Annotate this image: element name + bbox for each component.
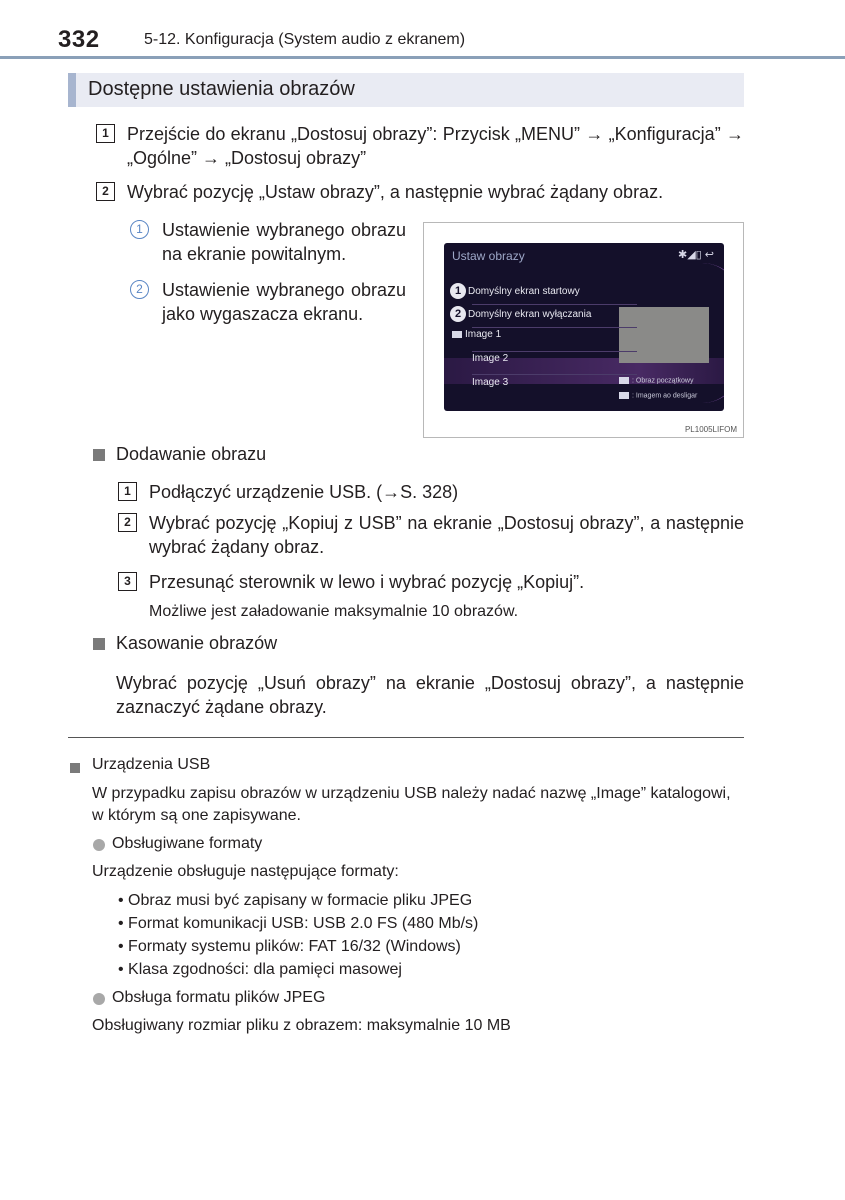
step-text-1: Przejście do ekranu „Dostosuj obrazy”: Przycisk „MENU” → „Konfiguracja” → „Ogólne” → „Dostosuj obrazy”	[127, 124, 744, 168]
usb-title: Urządzenia USB	[92, 756, 211, 773]
adding-step-text-2: Wybrać pozycję „Kopiuj z USB” na ekranie „Dostosuj obrazy”, a następnie wybrać żądany obraz.	[149, 513, 744, 557]
round-bullet	[93, 992, 105, 1010]
screen-title: Ustaw obrazy	[452, 249, 525, 263]
row-divider	[472, 374, 637, 375]
step-text-2: Wybrać pozycję „Ustaw obrazy”, a następnie wybrać żądany obraz.	[127, 182, 664, 202]
formats-title: Obsługiwane formaty	[112, 835, 263, 852]
screen-figure	[423, 222, 744, 438]
header-title: 5-12. Konfiguracja (System audio z ekranem)	[144, 31, 466, 48]
square-bullet	[93, 637, 105, 655]
circled-number-1: 1	[130, 220, 149, 239]
format-item-1: • Obraz musi być zapisany w formacie pliku JPEG	[118, 892, 473, 909]
note-text-2: Ustawienie wybranego obrazu jako wygaszacza ekranu.	[162, 280, 406, 324]
screen-item-image-3[interactable]: Image 3	[472, 377, 509, 388]
format-item-4: • Klasa zgodności: dla pamięci masowej	[118, 961, 402, 978]
legend-startup: : Obraz początkowy	[619, 377, 693, 384]
jpeg-title: Obsługa formatu plików JPEG	[112, 989, 326, 1006]
deleting-text: Wybrać pozycję „Usuń obrazy” na ekranie „Dostosuj obrazy”, a następnie zaznaczyć żądane obrazy.	[116, 673, 744, 717]
adding-note: Możliwe jest załadowanie maksymalnie 10 obrazów.	[149, 603, 519, 620]
round-bullet	[93, 838, 105, 856]
square-bullet	[93, 448, 105, 466]
section-title-bar	[68, 73, 744, 107]
adding-step-text-3: Przesunąć sterownik w lewo i wybrać pozycję „Kopiuj”.	[149, 572, 585, 592]
adding-step-number-2: 2	[118, 513, 137, 532]
screen-item-image-1[interactable]: Image 1	[452, 329, 637, 340]
step-number-2: 2	[96, 182, 115, 201]
legend-shutdown: : Imagem ao desligar	[619, 392, 697, 399]
status-icons: ✱◢▯ ↩	[677, 249, 714, 261]
adding-step-number-1: 1	[118, 482, 137, 501]
jpeg-text: Obsługiwany rozmiar pliku z obrazem: maksymalnie 10 MB	[92, 1017, 511, 1034]
usb-intro: W przypadku zapisu obrazów w urządzeniu USB należy nadać nazwę „Image” katalogowi, w którym są one zapisywane.	[92, 785, 731, 824]
row-divider	[472, 351, 637, 352]
adding-title: Dodawanie obrazu	[116, 444, 267, 464]
section-title: Dostępne ustawienia obrazów	[88, 78, 355, 100]
format-item-2: • Format komunikacji USB: USB 2.0 FS (480 Mb/s)	[118, 915, 479, 932]
square-bullet-small	[70, 760, 80, 778]
formats-intro: Urządzenie obsługuje następujące formaty:	[92, 863, 399, 880]
page-number: 332	[58, 26, 100, 53]
scroll-arc	[702, 263, 724, 403]
screen-item-image-2[interactable]: Image 2	[472, 353, 509, 364]
header-divider	[0, 56, 845, 59]
deleting-title: Kasowanie obrazów	[116, 633, 278, 653]
row-divider	[472, 327, 637, 328]
row-divider	[472, 304, 637, 305]
screen-display	[444, 243, 724, 411]
image-thumbnail-icon	[452, 331, 462, 338]
adding-step-number-3: 3	[118, 572, 137, 591]
figure-code: PL1005LIFOM	[684, 425, 737, 434]
format-item-3: • Formaty systemu plików: FAT 16/32 (Windows)	[118, 938, 461, 955]
startup-image-icon	[619, 377, 629, 384]
circled-number-2: 2	[130, 280, 149, 299]
screen-item-startup[interactable]: 1 Domyślny ekran startowy	[450, 283, 635, 299]
adding-step-text-1: Podłączyć urządzenie USB. (→S. 328)	[149, 482, 459, 502]
note-text-1: Ustawienie wybranego obrazu na ekranie powitalnym.	[162, 220, 406, 264]
step-number-1: 1	[96, 124, 115, 143]
shutdown-image-icon	[619, 392, 629, 399]
page-header	[58, 26, 748, 56]
section-divider	[68, 737, 744, 738]
screen-item-shutdown[interactable]: 2 Domyślny ekran wyłączania	[450, 306, 635, 322]
